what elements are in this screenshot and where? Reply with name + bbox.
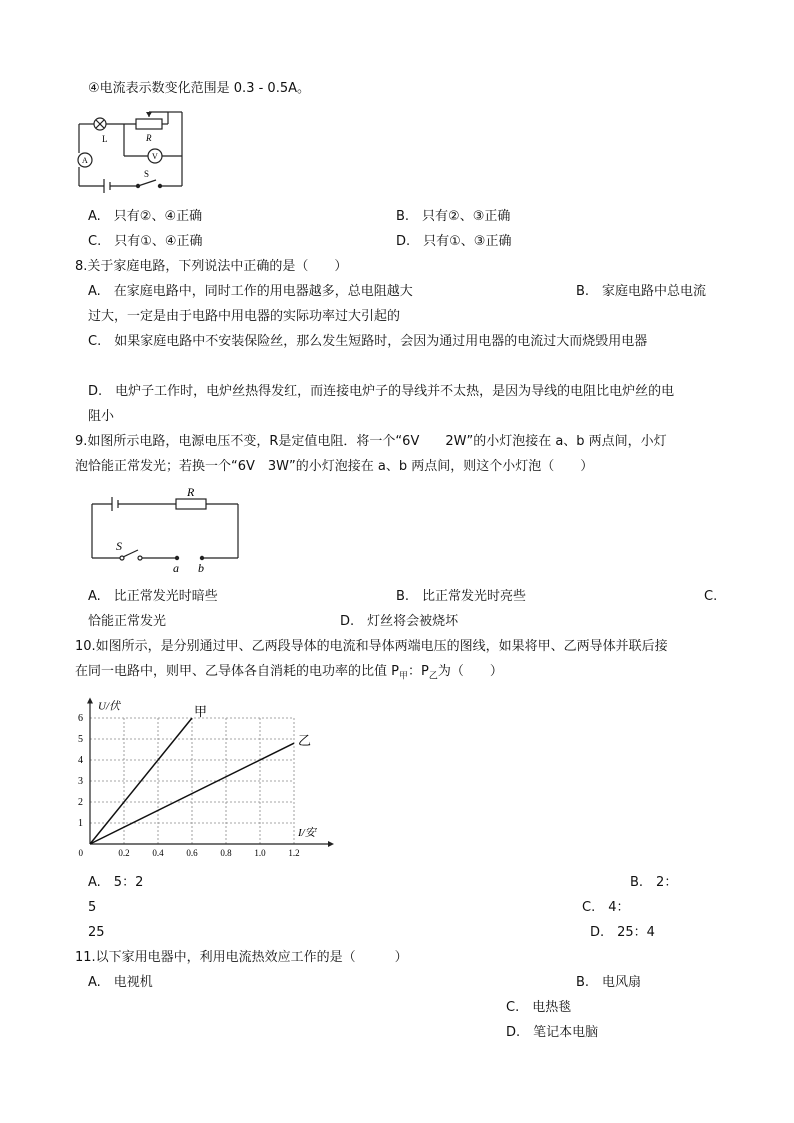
q9-stem-line2: 泡恰能正常发光；若换一个“6V 3W”的小灯泡接在 a、b 两点间，则这个小灯泡（ ） xyxy=(75,459,594,474)
q9-circuit-label-S: S xyxy=(116,539,122,553)
q11-option-d[interactable]: D. 笔记本电脑 xyxy=(506,1025,599,1040)
y-axis-label: U/伏 xyxy=(98,700,120,713)
q8-option-c[interactable]: C. 如果家庭电路中不安装保险丝，那么发生短路时，会因为通过用电器的电流过大而烧毁用电器 xyxy=(88,334,648,349)
series-line-jia xyxy=(90,718,192,844)
q9-option-c-text[interactable]: 恰能正常发光 xyxy=(88,614,167,629)
q11-option-a[interactable]: A. 电视机 xyxy=(88,975,153,990)
q7-statement-4: ④电流表示数变化范围是 0.3 - 0.5A。 xyxy=(88,81,310,96)
q8-option-b-continued: 过大，一定是由于电路中用电器的实际功率过大引起的 xyxy=(88,309,401,324)
q10-stem-line2 xyxy=(75,663,503,686)
q11-option-b[interactable]: B. 电风扇 xyxy=(576,975,642,990)
q7-option-b[interactable]: B. 只有②、③正确 xyxy=(396,209,511,224)
y-axis-arrow xyxy=(87,698,93,704)
q8-option-a[interactable]: A. 在家庭电路中，同时工作的用电器越多，总电阻越大 xyxy=(88,284,413,299)
q7-circuit-label-S: S xyxy=(144,169,150,179)
q7-option-d[interactable]: D. 只有①、③正确 xyxy=(396,234,512,249)
q7-circuit-label-L: L xyxy=(102,134,108,144)
q9-circuit-diagram xyxy=(86,484,246,576)
q8-option-d[interactable]: D. 电炉子工作时，电炉丝热得发红，而连接电炉子的导线并不太热，是因为导线的电阻比电炉丝的电 xyxy=(88,384,675,399)
q7-circuit-diagram xyxy=(74,108,194,194)
q9-stem-line1: 9.如图所示电路，电源电压不变，R是定值电阻．将一个“6V 2W”的小灯泡接在 a、b 两点间，小灯 xyxy=(75,434,667,449)
q10-ui-graph xyxy=(74,692,316,864)
y-tick-label: 1 xyxy=(78,818,83,829)
x-axis-label: I/安 xyxy=(298,827,316,839)
q10-stem-line1: 10.如图所示，是分别通过甲、乙两段导体的电流和导体两端电压的图线，如果将甲、乙两导体并联后接 xyxy=(75,639,668,654)
q11-stem: 11.以下家用电器中，利用电流热效应工作的是（ ） xyxy=(75,950,408,965)
q7-circuit-label-R: R xyxy=(146,133,152,143)
x-tick-label: 0.6 xyxy=(186,848,198,858)
origin-label: 0 xyxy=(78,848,83,858)
q10-subscript-jia: 甲 xyxy=(398,671,408,682)
series-label-yi: 乙 xyxy=(298,733,312,749)
q9-circuit-label-b: b xyxy=(198,561,204,575)
q9-option-d[interactable]: D. 灯丝将会被烧坏 xyxy=(340,614,459,629)
series-label-jia: 甲 xyxy=(194,704,208,719)
q10-stem-line2-post: 为（ ） xyxy=(437,664,503,679)
x-tick-label: 0.2 xyxy=(118,848,130,858)
y-tick-label: 6 xyxy=(78,713,83,724)
q10-option-b-continued: 5 xyxy=(88,900,97,915)
x-tick-label: 1.0 xyxy=(254,848,266,858)
q10-option-d[interactable]: D. 25：4 xyxy=(590,925,655,940)
y-tick-label: 4 xyxy=(78,755,83,766)
x-tick-label: 0.8 xyxy=(220,848,232,858)
q7-option-a[interactable]: A. 只有②、④正确 xyxy=(88,209,203,224)
q7-circuit-label-A: A xyxy=(82,156,88,165)
x-tick-label: 0.4 xyxy=(152,848,164,858)
y-tick-label: 3 xyxy=(78,776,83,787)
q8-option-b[interactable]: B. 家庭电路中总电流 xyxy=(576,284,707,299)
q9-circuit-label-R: R xyxy=(187,485,195,499)
q8-stem: 8.关于家庭电路，下列说法中正确的是（ ） xyxy=(75,259,348,274)
q10-option-c-continued: 25 xyxy=(88,925,105,940)
q9-circuit-label-a: a xyxy=(173,561,179,575)
q10-option-c[interactable]: C. 4： xyxy=(582,900,630,915)
q9-option-a[interactable]: A. 比正常发光时暗些 xyxy=(88,589,218,604)
q8-option-d-continued: 阻小 xyxy=(88,409,115,424)
q10-option-b[interactable]: B. 2： xyxy=(630,875,678,890)
q10-subscript-yi: 乙 xyxy=(428,671,438,682)
q7-circuit-label-V: V xyxy=(152,152,158,161)
x-axis-arrow xyxy=(328,841,334,847)
q10-option-a[interactable]: A. 5：2 xyxy=(88,875,144,890)
q9-option-b[interactable]: B. 比正常发光时亮些 xyxy=(396,589,527,604)
y-tick-label: 5 xyxy=(78,734,83,745)
q10-stem-line2-pre: 在同一电路中，则甲、乙导体各自消耗的电功率的比值 P xyxy=(75,664,399,679)
q7-option-c[interactable]: C. 只有①、④正确 xyxy=(88,234,203,249)
x-tick-label: 1.2 xyxy=(288,848,300,858)
q10-colon: ：P xyxy=(408,664,429,679)
y-tick-label: 2 xyxy=(78,797,83,808)
q9-option-c-letter[interactable]: C. xyxy=(704,589,718,604)
q11-option-c[interactable]: C. 电热毯 xyxy=(506,1000,572,1015)
